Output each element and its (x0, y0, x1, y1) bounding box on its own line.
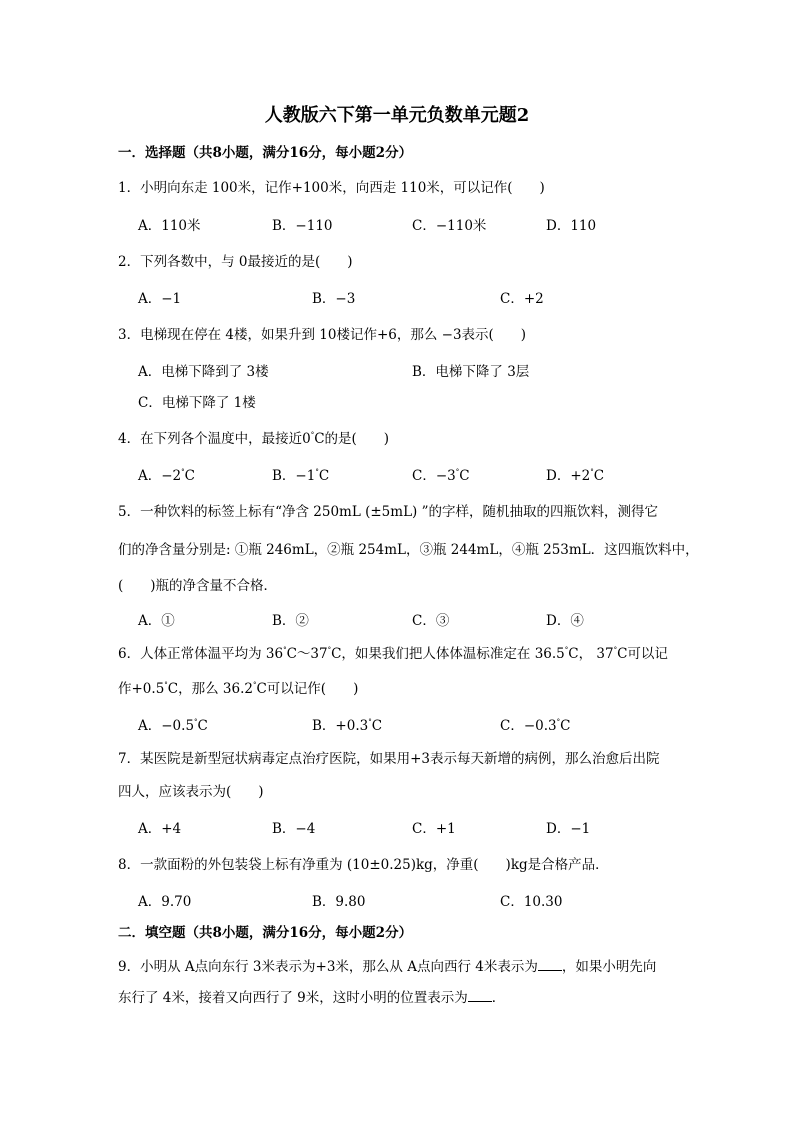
q4-stem-post: C的是( ) (314, 431, 390, 447)
q6-option-c[interactable] (500, 717, 570, 735)
q6-text: 作+0.5 (118, 681, 165, 697)
q4-option-a[interactable] (138, 467, 195, 485)
degree-sign: ° (590, 468, 594, 476)
q6-text: C可以记作( ) (256, 681, 359, 697)
q4-b-unit: C (318, 468, 330, 484)
degree-sign: ° (556, 718, 561, 726)
q8-option-c[interactable]: C．10.30 (500, 894, 563, 910)
q7-option-c[interactable]: C．+1 (412, 821, 456, 837)
degree-sign: ° (315, 468, 319, 476)
degree-sign: ° (327, 646, 332, 654)
question-6-line-2 (118, 680, 358, 698)
answer-blank[interactable] (538, 958, 562, 971)
q7-option-b[interactable]: B．−4 (272, 821, 316, 837)
degree-sign: ° (310, 431, 315, 439)
degree-sign: ° (194, 718, 198, 726)
q1-option-b[interactable]: B．−110 (272, 218, 333, 234)
degree-sign: ° (181, 468, 185, 476)
q6-text: 6．人体正常体温平均为 36 (118, 646, 284, 662)
degree-sign: ° (252, 681, 257, 689)
degree-sign: ° (613, 646, 618, 654)
question-2-stem: 2．下列各数中，与 0最接近的是( ) (118, 254, 353, 270)
q4-d-value: D．+2 (546, 468, 591, 484)
q6-text: C，如果我们把人体体温标准定在 36.5 (331, 646, 565, 662)
q6-option-b[interactable] (312, 717, 382, 735)
q1-option-d[interactable]: D．110 (546, 218, 597, 234)
q4-d-unit: C (593, 468, 605, 484)
q9-text: 东行了 4米，接着又向西行了 9米，这时小明的位置表示为 (118, 990, 468, 1006)
q5-option-b[interactable]: B．② (272, 613, 309, 629)
question-8-stem: 8．一款面粉的外包装袋上标有净重为 (10±0.25)kg，净重( )kg是合格产品． (118, 857, 609, 873)
q6-c-value: C．−0.3 (500, 718, 557, 734)
q4-option-d[interactable] (546, 467, 604, 485)
q2-option-b[interactable]: B．−3 (312, 291, 356, 307)
q6-b-value: B．+0.3 (312, 718, 369, 734)
q6-a-value: A．−0.5 (138, 718, 195, 734)
q6-a-unit: C (197, 718, 208, 734)
q4-a-unit: C (184, 468, 195, 484)
question-5-line-1: 5．一种饮料的标签上标有“净含 250mL (±5mL) ”的字样，随机抽取的四瓶饮料，测得它 (118, 504, 658, 520)
question-9-line-2 (118, 989, 505, 1007)
q1-option-c[interactable]: C．−110米 (412, 218, 487, 234)
question-7-line-2: 四人，应该表示为( ) (118, 784, 264, 800)
answer-blank[interactable] (468, 989, 492, 1002)
q3-option-c[interactable]: C．电梯下降了 1楼 (138, 395, 256, 411)
q4-option-c[interactable] (412, 467, 470, 485)
section-heading-fill: 二．填空题（共8小题，满分16分，每小题2分） (118, 925, 413, 941)
q2-option-c[interactable]: C．+2 (500, 291, 544, 307)
q4-b-value: B．−1 (272, 468, 316, 484)
q6-text: C，那么 36.2 (167, 681, 253, 697)
question-5-line-2: 们的净含量分别是: ①瓶 246mL，②瓶 254mL，③瓶 244mL，④瓶 253mL．这四瓶饮料中， (118, 542, 699, 558)
q5-option-d[interactable]: D．④ (546, 613, 584, 629)
q9-text: 9．小明从 A点向东行 3米表示为+3米，那么从 A点向西行 4米表示为 (118, 959, 538, 975)
question-3-stem: 3．电梯现在停在 4楼，如果升到 10楼记作+6，那么 −3表示( ) (118, 327, 527, 343)
q2-option-a[interactable]: A．−1 (138, 291, 182, 307)
q4-c-value: C．−3 (412, 468, 456, 484)
q4-option-b[interactable] (272, 467, 329, 485)
degree-sign: ° (564, 646, 569, 654)
q6-b-unit: C (371, 718, 383, 734)
q4-a-value: A．−2 (138, 468, 182, 484)
q1-option-a[interactable]: A．110米 (138, 218, 201, 234)
q3-option-a[interactable]: A．电梯下降到了 3楼 (138, 364, 269, 380)
degree-sign: ° (283, 646, 287, 654)
q8-option-b[interactable]: B．9.80 (312, 894, 366, 910)
question-7-line-1: 7．某医院是新型冠状病毒定点治疗医院，如果用+3表示每天新增的病例，那么治愈后出院 (118, 751, 660, 767)
q9-text: ，如果小明先向 (561, 959, 657, 975)
page-title: 人教版六下第一单元负数单元题2 (264, 105, 530, 126)
q5-option-a[interactable]: A．① (138, 613, 175, 629)
question-4-stem (118, 430, 389, 448)
q4-stem-pre: 4．在下列各个温度中，最接近0 (118, 431, 311, 447)
degree-sign: ° (368, 718, 372, 726)
section-heading-choice: 一．选择题（共8小题，满分16分，每小题2分） (118, 145, 413, 161)
q6-text: C～37 (286, 646, 328, 662)
q6-text: C可以记 (617, 646, 668, 662)
q6-option-a[interactable] (138, 717, 208, 735)
q7-option-a[interactable]: A．+4 (138, 821, 182, 837)
question-6-line-1 (118, 645, 668, 663)
q7-option-d[interactable]: D．−1 (546, 821, 591, 837)
degree-sign: ° (455, 468, 460, 476)
q9-text: ． (491, 990, 506, 1006)
q6-c-unit: C (560, 718, 571, 734)
q5-option-c[interactable]: C．③ (412, 613, 450, 629)
question-9-line-1 (118, 958, 656, 976)
question-5-line-3: ( )瓶的净含量不合格． (118, 578, 278, 594)
degree-sign: ° (164, 681, 168, 689)
q3-option-b[interactable]: B．电梯下降了 3层 (412, 364, 530, 380)
q6-text: C， 37 (568, 646, 614, 662)
q8-option-a[interactable]: A．9.70 (138, 894, 192, 910)
question-1-stem: 1．小明向东走 100米，记作+100米，向西走 110米，可以记作( ) (118, 180, 545, 196)
q4-c-unit: C (459, 468, 470, 484)
